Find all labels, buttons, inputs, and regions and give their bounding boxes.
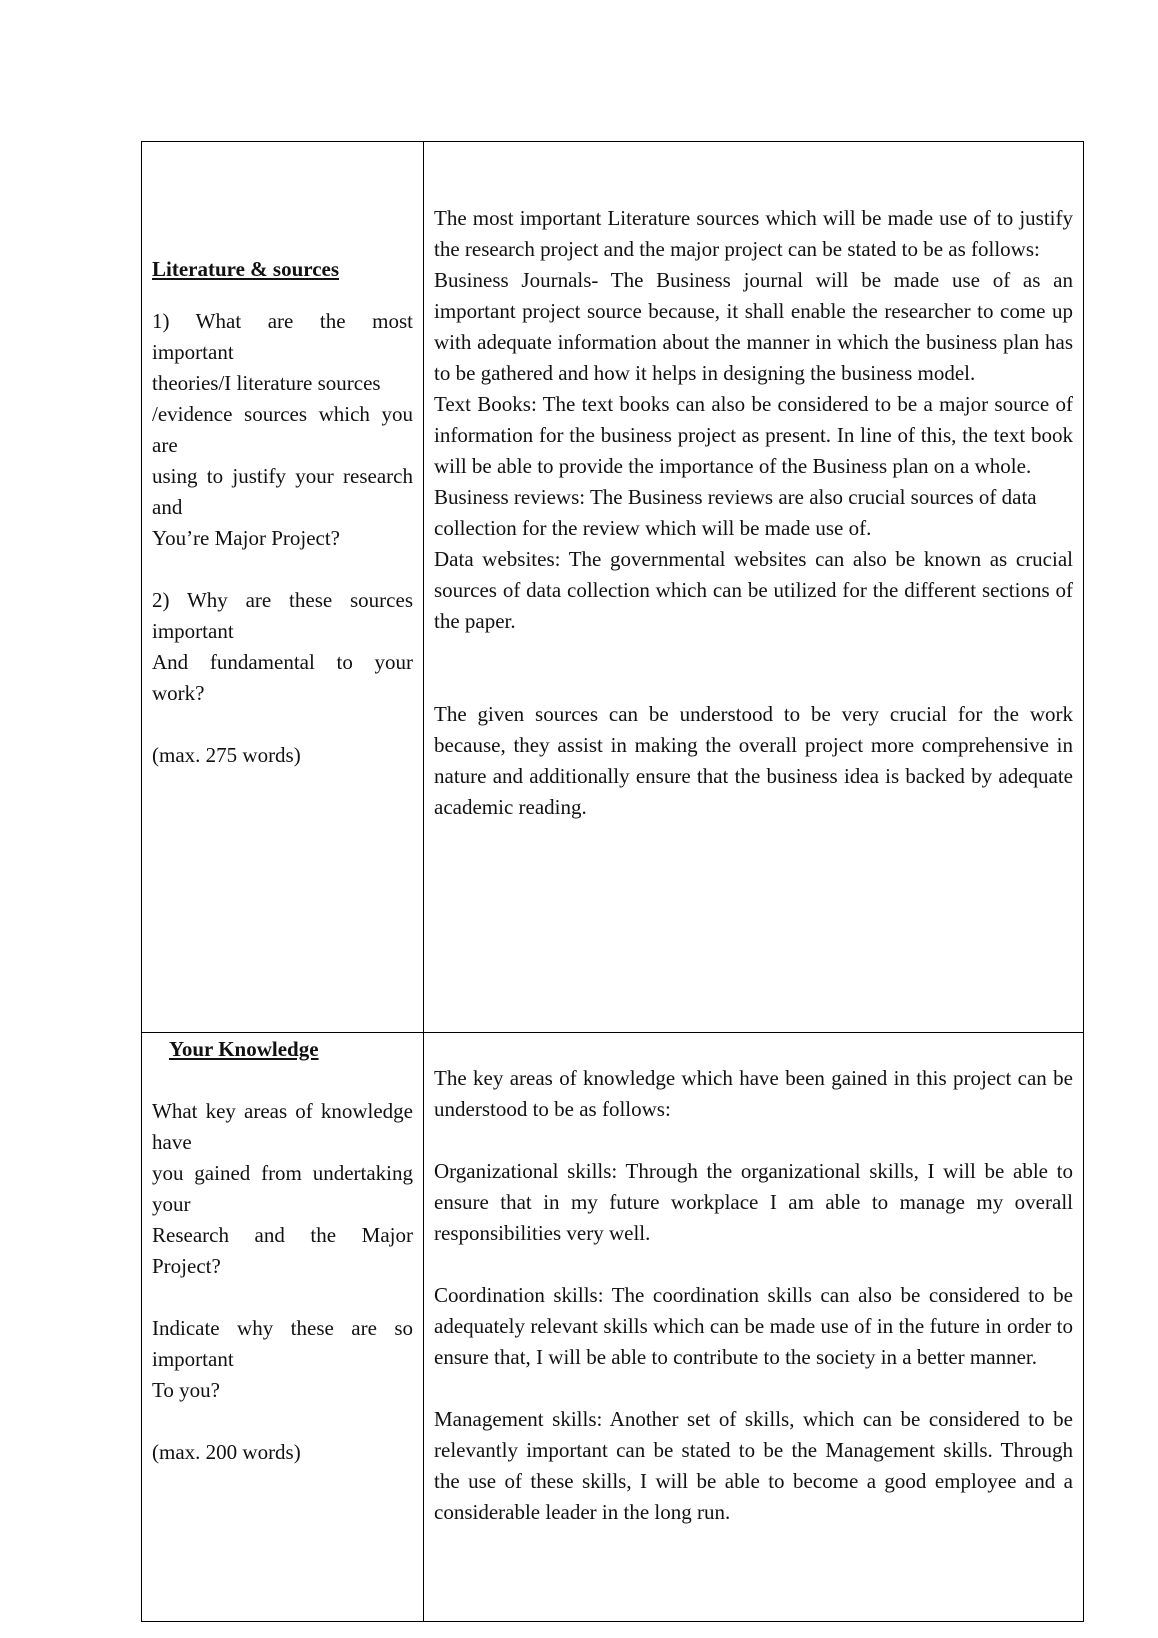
literature-row	[142, 142, 1084, 1033]
literature-heading: Literature & sources	[152, 257, 340, 281]
knowledge-answer-management: Management skills: Another set of skills, which can be considered to be relevantly important can be stated to be the Management skills. Through the use of these skills, I will be able to become a good employee and a considerable leader in the long run.	[434, 1407, 1073, 1524]
knowledge-question-1: What key areas of knowledge have you gained from undertaking your Research and the Major Project?	[152, 1099, 413, 1278]
literature-answer-conclusion: The given sources can be understood to be very crucial for the work because, they assist in making the overall project more comprehensive in nature and additionally ensure that the business idea is backed by adequate academic reading.	[434, 702, 1073, 819]
knowledge-answer-coordination: Coordination skills: The coordination skills can also be considered to be adequately relevant skills which can be made use of in the future in order to ensure that, I will be able to contribute to the society in a better manner.	[434, 1283, 1073, 1369]
knowledge-answer-organizational: Organizational skills: Through the organizational skills, I will be able to ensure that in my future workplace I am able to manage my overall responsibilities very well.	[434, 1159, 1073, 1245]
reflection-table	[141, 141, 1084, 1622]
literature-prompt-cell	[142, 142, 424, 1033]
literature-question-1: 1) What are the most important theories/I literature sources /evidence sources which you are using to justify your research and You’re Major Project?	[152, 309, 413, 550]
literature-answer-journals: Business Journals- The Business journal will be made use of as an important project source because, it shall enable the researcher to come up with adequate information about the manner in which the business plan has to be gathered and how it helps in designing the business model.	[434, 268, 1073, 385]
knowledge-word-limit: (max. 200 words)	[152, 1440, 301, 1464]
literature-answer-websites: Data websites: The governmental websites can also be known as crucial sources of data collection which can be utilized for the different sections of the paper.	[434, 547, 1073, 633]
knowledge-answer-intro: The key areas of knowledge which have been gained in this project can be understood to be as follows:	[434, 1066, 1073, 1121]
literature-answer-textbooks: Text Books: The text books can also be considered to be a major source of information for the business project as present. In line of this, the text book will be able to provide the importance of the Business plan on a whole.	[434, 392, 1073, 478]
literature-question-2: 2) Why are these sources important And fundamental to your work?	[152, 588, 413, 705]
knowledge-heading: Your Knowledge	[169, 1037, 319, 1061]
knowledge-question-2: Indicate why these are so important To you?	[152, 1316, 413, 1402]
literature-answer-cell	[424, 142, 1084, 1033]
literature-word-limit: (max. 275 words)	[152, 743, 301, 767]
knowledge-answer-cell	[424, 1033, 1084, 1622]
knowledge-prompt-cell	[142, 1033, 424, 1622]
literature-answer-reviews: Business reviews: The Business reviews are also crucial sources of data collection for the review which will be made use of.	[434, 485, 1037, 540]
knowledge-row	[142, 1033, 1084, 1622]
literature-answer-intro: The most important Literature sources which will be made use of to justify the research project and the major project can be stated to be as follows:	[434, 206, 1073, 261]
